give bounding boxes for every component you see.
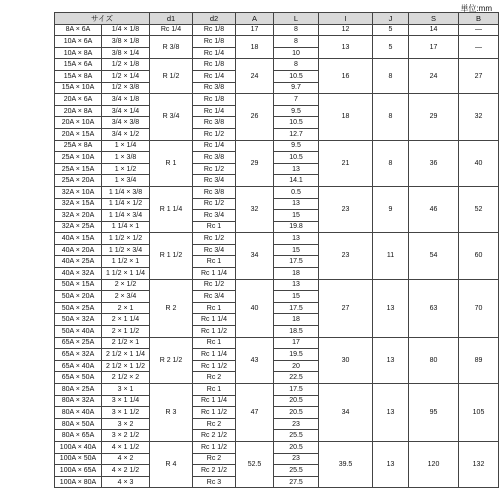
d2-cell: Rc 3/8 bbox=[193, 82, 236, 94]
b-cell: 70 bbox=[459, 279, 499, 337]
size-inch-cell: 1/2 × 1/8 bbox=[102, 59, 150, 71]
d1-cell: R 1/2 bbox=[150, 59, 193, 94]
d2-cell: Rc 1/2 bbox=[193, 163, 236, 175]
header-d2: d2 bbox=[193, 13, 236, 25]
size-inch-cell: 4 × 2 1/2 bbox=[102, 465, 150, 477]
d2-cell: Rc 1/8 bbox=[193, 59, 236, 71]
a-cell: 52.5 bbox=[236, 441, 274, 487]
d2-cell: Rc 1 bbox=[193, 221, 236, 233]
a-cell: 43 bbox=[236, 337, 274, 383]
header-l: L bbox=[274, 13, 319, 25]
size-inch-cell: 3/4 × 1/8 bbox=[102, 94, 150, 106]
l-cell: 12.7 bbox=[274, 128, 319, 140]
s-cell: 80 bbox=[409, 337, 459, 383]
l-cell: 9.5 bbox=[274, 105, 319, 117]
table-row bbox=[55, 94, 499, 106]
d2-cell: Rc 1 1/4 bbox=[193, 395, 236, 407]
s-cell: 120 bbox=[409, 441, 459, 487]
size-inch-cell: 3 × 1 bbox=[102, 384, 150, 396]
size-inch-cell: 3 × 1 1/2 bbox=[102, 407, 150, 419]
table-row bbox=[55, 337, 499, 349]
table-row bbox=[55, 233, 499, 245]
size-metric-cell: 50A × 40A bbox=[55, 326, 102, 338]
s-cell: 54 bbox=[409, 233, 459, 279]
size-metric-cell: 10A × 6A bbox=[55, 36, 102, 48]
d1-cell: R 3/8 bbox=[150, 36, 193, 59]
d2-cell: Rc 1 bbox=[193, 256, 236, 268]
size-metric-cell: 80A × 25A bbox=[55, 384, 102, 396]
size-metric-cell: 50A × 25A bbox=[55, 302, 102, 314]
d2-cell: Rc 1 1/2 bbox=[193, 441, 236, 453]
header-d1: d1 bbox=[150, 13, 193, 25]
size-inch-cell: 4 × 2 bbox=[102, 453, 150, 465]
l-cell: 8 bbox=[274, 24, 319, 36]
d2-cell: Rc 2 bbox=[193, 453, 236, 465]
size-inch-cell: 3/4 × 1/4 bbox=[102, 105, 150, 117]
size-inch-cell: 1 1/2 × 3/4 bbox=[102, 244, 150, 256]
header-i: I bbox=[319, 13, 373, 25]
j-cell: 13 bbox=[373, 441, 409, 487]
s-cell: 14 bbox=[409, 24, 459, 36]
l-cell: 13 bbox=[274, 198, 319, 210]
d2-cell: Rc 1/2 bbox=[193, 279, 236, 291]
l-cell: 19.8 bbox=[274, 221, 319, 233]
l-cell: 23 bbox=[274, 418, 319, 430]
size-metric-cell: 32A × 25A bbox=[55, 221, 102, 233]
size-metric-cell: 80A × 50A bbox=[55, 418, 102, 430]
l-cell: 25.5 bbox=[274, 465, 319, 477]
header-size: サイズ bbox=[55, 13, 150, 25]
size-inch-cell: 1/4 × 1/8 bbox=[102, 24, 150, 36]
l-cell: 15 bbox=[274, 291, 319, 303]
l-cell: 20.5 bbox=[274, 407, 319, 419]
d2-cell: Rc 3/8 bbox=[193, 152, 236, 164]
size-metric-cell: 65A × 32A bbox=[55, 349, 102, 361]
l-cell: 17.5 bbox=[274, 256, 319, 268]
s-cell: 36 bbox=[409, 140, 459, 186]
b-cell: 27 bbox=[459, 59, 499, 94]
d2-cell: Rc 3/8 bbox=[193, 117, 236, 129]
d1-cell: Rc 1/4 bbox=[150, 24, 193, 36]
table-row bbox=[55, 59, 499, 71]
d2-cell: Rc 1 1/2 bbox=[193, 407, 236, 419]
size-inch-cell: 2 × 1/2 bbox=[102, 279, 150, 291]
size-inch-cell: 1 1/2 × 1/2 bbox=[102, 233, 150, 245]
table-body bbox=[55, 24, 499, 488]
d2-cell: Rc 2 1/2 bbox=[193, 430, 236, 442]
l-cell: 27.5 bbox=[274, 476, 319, 488]
table-row bbox=[55, 36, 499, 48]
size-inch-cell: 2 × 1 1/2 bbox=[102, 326, 150, 338]
i-cell: 16 bbox=[319, 59, 373, 94]
size-metric-cell: 40A × 32A bbox=[55, 268, 102, 280]
d2-cell: Rc 1/4 bbox=[193, 70, 236, 82]
size-inch-cell: 2 × 1 1/4 bbox=[102, 314, 150, 326]
size-inch-cell: 1 × 3/4 bbox=[102, 175, 150, 187]
d2-cell: Rc 3/8 bbox=[193, 186, 236, 198]
l-cell: 13 bbox=[274, 163, 319, 175]
d2-cell: Rc 3/4 bbox=[193, 291, 236, 303]
size-metric-cell: 32A × 10A bbox=[55, 186, 102, 198]
d1-cell: R 1 1/4 bbox=[150, 186, 193, 232]
b-cell: 32 bbox=[459, 94, 499, 140]
size-metric-cell: 40A × 25A bbox=[55, 256, 102, 268]
l-cell: 9.7 bbox=[274, 82, 319, 94]
j-cell: 5 bbox=[373, 36, 409, 59]
l-cell: 20.5 bbox=[274, 395, 319, 407]
size-inch-cell: 1/2 × 3/8 bbox=[102, 82, 150, 94]
size-inch-cell: 1 × 3/8 bbox=[102, 152, 150, 164]
i-cell: 21 bbox=[319, 140, 373, 186]
size-inch-cell: 2 × 1 bbox=[102, 302, 150, 314]
size-metric-cell: 25A × 15A bbox=[55, 163, 102, 175]
size-metric-cell: 65A × 50A bbox=[55, 372, 102, 384]
size-metric-cell: 80A × 65A bbox=[55, 430, 102, 442]
i-cell: 39.5 bbox=[319, 441, 373, 487]
table-row bbox=[55, 24, 499, 36]
s-cell: 24 bbox=[409, 59, 459, 94]
size-metric-cell: 65A × 40A bbox=[55, 360, 102, 372]
d1-cell: R 3 bbox=[150, 384, 193, 442]
size-metric-cell: 100A × 50A bbox=[55, 453, 102, 465]
a-cell: 47 bbox=[236, 384, 274, 442]
j-cell: 5 bbox=[373, 24, 409, 36]
d2-cell: Rc 3 bbox=[193, 476, 236, 488]
l-cell: 10 bbox=[274, 47, 319, 59]
size-inch-cell: 3/8 × 1/8 bbox=[102, 36, 150, 48]
i-cell: 27 bbox=[319, 279, 373, 337]
size-metric-cell: 50A × 15A bbox=[55, 279, 102, 291]
size-metric-cell: 80A × 32A bbox=[55, 395, 102, 407]
size-metric-cell: 20A × 8A bbox=[55, 105, 102, 117]
l-cell: 18 bbox=[274, 268, 319, 280]
size-metric-cell: 50A × 20A bbox=[55, 291, 102, 303]
size-inch-cell: 1 × 1/2 bbox=[102, 163, 150, 175]
table-row bbox=[55, 384, 499, 396]
size-inch-cell: 1 1/4 × 3/4 bbox=[102, 210, 150, 222]
a-cell: 26 bbox=[236, 94, 274, 140]
size-inch-cell: 2 1/2 × 1 bbox=[102, 337, 150, 349]
l-cell: 17.5 bbox=[274, 384, 319, 396]
j-cell: 8 bbox=[373, 140, 409, 186]
s-cell: 95 bbox=[409, 384, 459, 442]
i-cell: 30 bbox=[319, 337, 373, 383]
header-a: A bbox=[236, 13, 274, 25]
l-cell: 20 bbox=[274, 360, 319, 372]
j-cell: 13 bbox=[373, 384, 409, 442]
i-cell: 18 bbox=[319, 94, 373, 140]
d2-cell: Rc 1/2 bbox=[193, 128, 236, 140]
header-j: J bbox=[373, 13, 409, 25]
header-b: B bbox=[459, 13, 499, 25]
size-metric-cell: 15A × 8A bbox=[55, 70, 102, 82]
size-inch-cell: 3 × 2 bbox=[102, 418, 150, 430]
size-inch-cell: 1 × 1/4 bbox=[102, 140, 150, 152]
l-cell: 23 bbox=[274, 453, 319, 465]
size-inch-cell: 3 × 2 1/2 bbox=[102, 430, 150, 442]
size-inch-cell: 2 1/2 × 1 1/4 bbox=[102, 349, 150, 361]
l-cell: 17.5 bbox=[274, 302, 319, 314]
l-cell: 15 bbox=[274, 244, 319, 256]
d2-cell: Rc 1 1/4 bbox=[193, 314, 236, 326]
size-inch-cell: 1/2 × 1/4 bbox=[102, 70, 150, 82]
l-cell: 19.5 bbox=[274, 349, 319, 361]
size-metric-cell: 8A × 6A bbox=[55, 24, 102, 36]
size-inch-cell: 1 1/2 × 1 1/4 bbox=[102, 268, 150, 280]
table-row bbox=[55, 186, 499, 198]
i-cell: 23 bbox=[319, 186, 373, 232]
l-cell: 0.5 bbox=[274, 186, 319, 198]
size-inch-cell: 3/8 × 1/4 bbox=[102, 47, 150, 59]
d2-cell: Rc 1/2 bbox=[193, 198, 236, 210]
size-inch-cell: 3/4 × 1/2 bbox=[102, 128, 150, 140]
d2-cell: Rc 2 bbox=[193, 418, 236, 430]
b-cell: 89 bbox=[459, 337, 499, 383]
size-metric-cell: 100A × 65A bbox=[55, 465, 102, 477]
size-metric-cell: 15A × 6A bbox=[55, 59, 102, 71]
size-metric-cell: 65A × 25A bbox=[55, 337, 102, 349]
size-inch-cell: 2 1/2 × 2 bbox=[102, 372, 150, 384]
d2-cell: Rc 1 bbox=[193, 302, 236, 314]
j-cell: 8 bbox=[373, 94, 409, 140]
size-metric-cell: 20A × 6A bbox=[55, 94, 102, 106]
b-cell: — bbox=[459, 24, 499, 36]
d2-cell: Rc 1 bbox=[193, 337, 236, 349]
a-cell: 32 bbox=[236, 186, 274, 232]
size-metric-cell: 20A × 15A bbox=[55, 128, 102, 140]
l-cell: 10.5 bbox=[274, 70, 319, 82]
l-cell: 9.5 bbox=[274, 140, 319, 152]
size-metric-cell: 32A × 20A bbox=[55, 210, 102, 222]
b-cell: 52 bbox=[459, 186, 499, 232]
l-cell: 7 bbox=[274, 94, 319, 106]
size-metric-cell: 32A × 15A bbox=[55, 198, 102, 210]
dimension-table bbox=[54, 12, 499, 488]
l-cell: 10.5 bbox=[274, 117, 319, 129]
d2-cell: Rc 1/8 bbox=[193, 94, 236, 106]
size-inch-cell: 1 1/4 × 1 bbox=[102, 221, 150, 233]
size-metric-cell: 100A × 40A bbox=[55, 441, 102, 453]
size-metric-cell: 40A × 20A bbox=[55, 244, 102, 256]
s-cell: 63 bbox=[409, 279, 459, 337]
l-cell: 20.5 bbox=[274, 441, 319, 453]
table-row bbox=[55, 140, 499, 152]
d2-cell: Rc 3/4 bbox=[193, 175, 236, 187]
b-cell: — bbox=[459, 36, 499, 59]
table-row bbox=[55, 279, 499, 291]
j-cell: 13 bbox=[373, 337, 409, 383]
size-inch-cell: 4 × 1 1/2 bbox=[102, 441, 150, 453]
d2-cell: Rc 1/8 bbox=[193, 24, 236, 36]
d2-cell: Rc 1 1/2 bbox=[193, 326, 236, 338]
table-header-row bbox=[55, 13, 499, 25]
size-inch-cell: 4 × 3 bbox=[102, 476, 150, 488]
d2-cell: Rc 1 1/2 bbox=[193, 360, 236, 372]
b-cell: 132 bbox=[459, 441, 499, 487]
size-metric-cell: 25A × 10A bbox=[55, 152, 102, 164]
d2-cell: Rc 1 bbox=[193, 384, 236, 396]
l-cell: 8 bbox=[274, 36, 319, 48]
size-inch-cell: 1 1/4 × 1/2 bbox=[102, 198, 150, 210]
s-cell: 29 bbox=[409, 94, 459, 140]
b-cell: 105 bbox=[459, 384, 499, 442]
l-cell: 22.5 bbox=[274, 372, 319, 384]
d2-cell: Rc 1/4 bbox=[193, 105, 236, 117]
d2-cell: Rc 1/2 bbox=[193, 233, 236, 245]
d2-cell: Rc 1 1/4 bbox=[193, 268, 236, 280]
size-inch-cell: 1 1/2 × 1 bbox=[102, 256, 150, 268]
d2-cell: Rc 1 1/4 bbox=[193, 349, 236, 361]
table-row bbox=[55, 441, 499, 453]
s-cell: 17 bbox=[409, 36, 459, 59]
a-cell: 17 bbox=[236, 24, 274, 36]
unit-label: 単位:mm bbox=[460, 4, 492, 13]
i-cell: 12 bbox=[319, 24, 373, 36]
j-cell: 11 bbox=[373, 233, 409, 279]
l-cell: 15 bbox=[274, 210, 319, 222]
size-inch-cell: 1 1/4 × 3/8 bbox=[102, 186, 150, 198]
size-metric-cell: 80A × 40A bbox=[55, 407, 102, 419]
d2-cell: Rc 1/4 bbox=[193, 140, 236, 152]
a-cell: 24 bbox=[236, 59, 274, 94]
d1-cell: R 2 bbox=[150, 279, 193, 337]
d2-cell: Rc 1/4 bbox=[193, 47, 236, 59]
size-inch-cell: 3/4 × 3/8 bbox=[102, 117, 150, 129]
a-cell: 40 bbox=[236, 279, 274, 337]
d2-cell: Rc 2 bbox=[193, 372, 236, 384]
d1-cell: R 1 bbox=[150, 140, 193, 186]
l-cell: 18.5 bbox=[274, 326, 319, 338]
size-metric-cell: 20A × 10A bbox=[55, 117, 102, 129]
d1-cell: R 1 1/2 bbox=[150, 233, 193, 279]
d1-cell: R 4 bbox=[150, 441, 193, 487]
l-cell: 18 bbox=[274, 314, 319, 326]
d2-cell: Rc 1/8 bbox=[193, 36, 236, 48]
j-cell: 9 bbox=[373, 186, 409, 232]
size-metric-cell: 15A × 10A bbox=[55, 82, 102, 94]
size-metric-cell: 50A × 32A bbox=[55, 314, 102, 326]
a-cell: 18 bbox=[236, 36, 274, 59]
a-cell: 34 bbox=[236, 233, 274, 279]
size-inch-cell: 2 1/2 × 1 1/2 bbox=[102, 360, 150, 372]
size-inch-cell: 2 × 3/4 bbox=[102, 291, 150, 303]
size-metric-cell: 10A × 8A bbox=[55, 47, 102, 59]
l-cell: 13 bbox=[274, 233, 319, 245]
i-cell: 23 bbox=[319, 233, 373, 279]
l-cell: 17 bbox=[274, 337, 319, 349]
a-cell: 29 bbox=[236, 140, 274, 186]
l-cell: 14.1 bbox=[274, 175, 319, 187]
d2-cell: Rc 3/4 bbox=[193, 210, 236, 222]
size-inch-cell: 3 × 1 1/4 bbox=[102, 395, 150, 407]
size-metric-cell: 40A × 15A bbox=[55, 233, 102, 245]
l-cell: 10.5 bbox=[274, 152, 319, 164]
d1-cell: R 2 1/2 bbox=[150, 337, 193, 383]
size-metric-cell: 25A × 8A bbox=[55, 140, 102, 152]
b-cell: 40 bbox=[459, 140, 499, 186]
d1-cell: R 3/4 bbox=[150, 94, 193, 140]
d2-cell: Rc 2 1/2 bbox=[193, 465, 236, 477]
l-cell: 13 bbox=[274, 279, 319, 291]
i-cell: 34 bbox=[319, 384, 373, 442]
l-cell: 8 bbox=[274, 59, 319, 71]
j-cell: 8 bbox=[373, 59, 409, 94]
size-metric-cell: 25A × 20A bbox=[55, 175, 102, 187]
l-cell: 25.5 bbox=[274, 430, 319, 442]
i-cell: 13 bbox=[319, 36, 373, 59]
d2-cell: Rc 3/4 bbox=[193, 244, 236, 256]
size-metric-cell: 100A × 80A bbox=[55, 476, 102, 488]
s-cell: 46 bbox=[409, 186, 459, 232]
b-cell: 60 bbox=[459, 233, 499, 279]
j-cell: 13 bbox=[373, 279, 409, 337]
header-s: S bbox=[409, 13, 459, 25]
